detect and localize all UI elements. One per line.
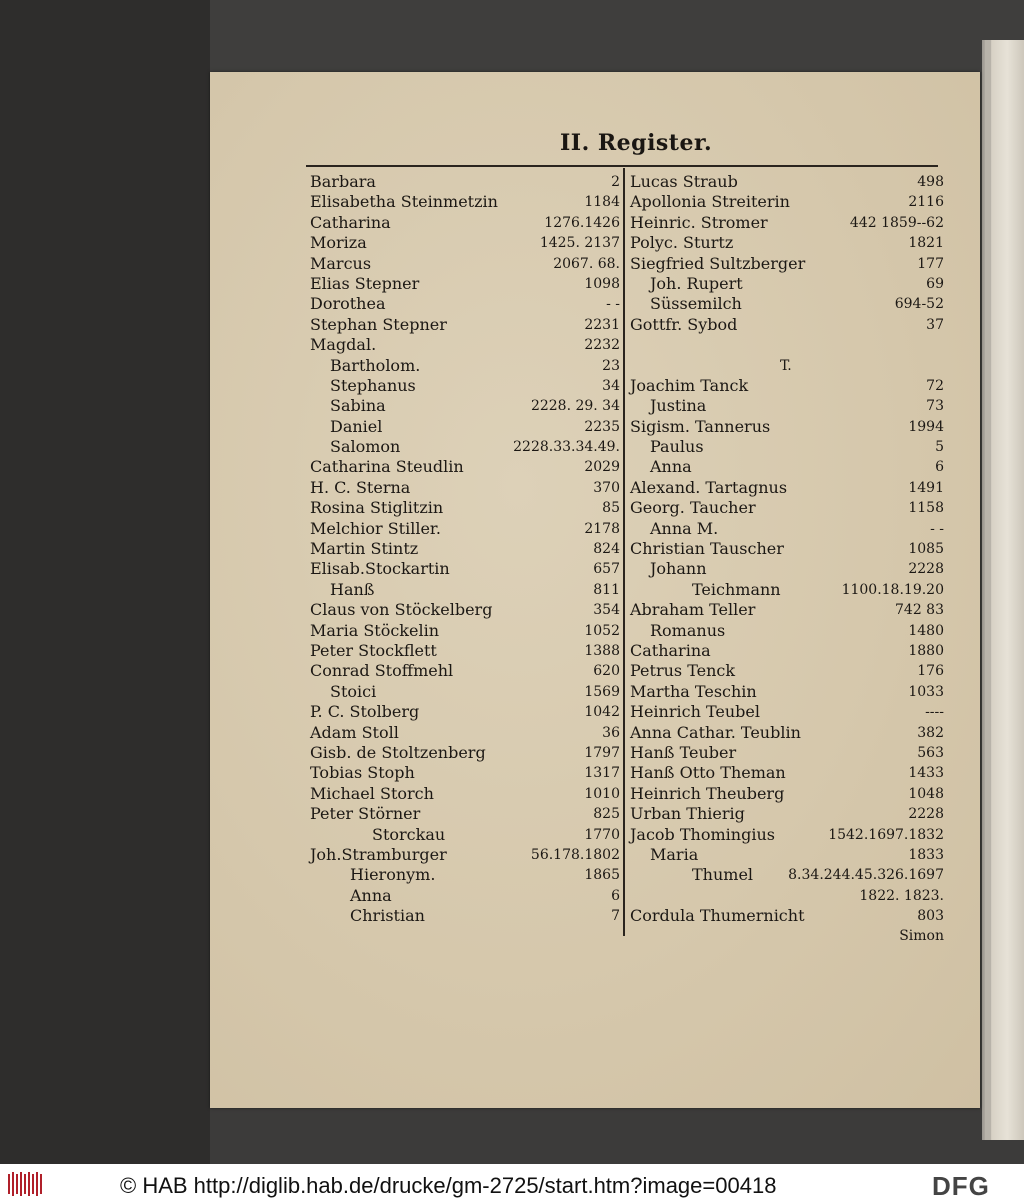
entry-name: Marcus: [310, 253, 372, 273]
entry-pages: 1042: [584, 704, 620, 721]
entry-pages: 1797: [584, 744, 620, 761]
index-entry: [310, 274, 622, 294]
entry-pages: 1052: [584, 622, 620, 639]
entry-name: Joh.Stramburger: [310, 844, 447, 864]
page-title: II. Register.: [560, 130, 713, 156]
index-entry: [630, 437, 946, 457]
entry-pages: 69: [926, 275, 944, 292]
index-entry: [630, 417, 946, 437]
index-entry: [630, 682, 946, 702]
entry-pages: 382: [917, 724, 944, 741]
index-entry: [310, 498, 622, 518]
entry-pages: 2228.33.34.49.: [513, 439, 620, 456]
entry-pages: 36: [602, 724, 620, 741]
index-entry: [630, 865, 946, 885]
column-divider: [623, 168, 625, 936]
entry-pages: - -: [606, 296, 620, 313]
top-background: [210, 0, 1024, 72]
entry-pages: 1880: [908, 642, 944, 659]
index-entry: [630, 723, 946, 743]
entry-pages: 354: [593, 602, 620, 619]
entry-pages: 23: [602, 357, 620, 374]
entry-name: Petrus Tenck: [630, 661, 736, 681]
entry-name: Peter Störner: [310, 804, 421, 824]
entry-pages: 1542.1697.1832: [828, 826, 944, 843]
index-entry: [310, 457, 622, 477]
footer-copyright-link[interactable]: © HAB http://diglib.hab.de/drucke/gm-2725/start.htm?image=00418: [120, 1173, 777, 1198]
entry-pages: 1865: [584, 867, 620, 884]
entry-pages: 1388: [584, 642, 620, 659]
index-entry: [630, 478, 946, 498]
entry-name: P. C. Stolberg: [310, 702, 420, 722]
entry-pages: 442 1859--62: [849, 214, 944, 231]
index-entry: [630, 233, 946, 253]
entry-pages: - -: [930, 520, 944, 537]
index-entry: [310, 886, 622, 906]
index-entry: [630, 804, 946, 824]
index-entry: [310, 356, 622, 376]
entry-name: Heinric. Stromer: [630, 212, 768, 232]
entry-name: Maria: [650, 844, 699, 864]
index-entry: [630, 600, 946, 620]
adjacent-page-edge: [982, 40, 1024, 1140]
index-entry: [310, 600, 622, 620]
entry-name: Christian: [350, 906, 425, 926]
index-entry: [630, 376, 946, 396]
entry-pages: 811: [593, 581, 620, 598]
index-entry: [310, 172, 622, 192]
index-entry: [630, 192, 946, 212]
index-entry: [310, 682, 622, 702]
entry-pages: 2067. 68.: [553, 255, 620, 272]
entry-pages: 1276.1426: [544, 214, 620, 231]
index-entry: [310, 723, 622, 743]
entry-name: H. C. Sterna: [310, 477, 411, 497]
entry-pages: 2232: [584, 337, 620, 354]
entry-name: Adam Stoll: [310, 722, 399, 742]
footer-bar: [0, 1164, 1024, 1204]
entry-pages: 6: [935, 459, 944, 476]
entry-name: Elias Stepner: [310, 273, 420, 293]
entry-pages: 1569: [584, 683, 620, 700]
entry-pages: 5: [935, 439, 944, 456]
entry-name: Rosina Stiglitzin: [310, 498, 444, 518]
entry-name: Apollonia Streiterin: [630, 192, 790, 212]
entry-name: Moriza: [310, 233, 367, 253]
index-entry: [630, 294, 946, 314]
entry-name: Melchior Stiller.: [310, 518, 441, 538]
entry-pages: 498: [917, 174, 944, 190]
entry-name: Dorothea: [310, 294, 386, 314]
index-entry: [310, 559, 622, 579]
entry-name: Stephanus: [330, 375, 416, 395]
entry-name: Peter Stockflett: [310, 640, 437, 660]
entry-pages: 73: [926, 398, 944, 415]
entry-name: Urban Thierig: [630, 804, 745, 824]
entry-name: Alexand. Tartagnus: [630, 477, 788, 497]
index-entry: [310, 519, 622, 539]
index-entry: [630, 254, 946, 274]
entry-pages: 2029: [584, 459, 620, 476]
index-entry: [310, 437, 622, 457]
entry-pages: Simon: [899, 928, 944, 945]
entry-name: Gottfr. Sybod: [630, 314, 738, 334]
entry-pages: 694-52: [894, 296, 944, 313]
entry-pages: 34: [602, 377, 620, 394]
index-entry: [630, 906, 946, 926]
index-entry: [630, 926, 946, 946]
entry-name: Maria Stöckelin: [310, 620, 439, 640]
index-entry: [630, 825, 946, 845]
entry-name: Bartholom.: [330, 355, 421, 375]
entry-pages: 1100.18.19.20: [841, 581, 944, 598]
index-entry: [630, 457, 946, 477]
book-page: [210, 72, 980, 1108]
entry-name: Hanß: [330, 579, 375, 599]
entry-name: Martha Teschin: [630, 681, 757, 701]
index-entry: [310, 906, 622, 926]
entry-name: Magdal.: [310, 335, 377, 355]
index-entry: [630, 580, 946, 600]
entry-name: T.: [780, 357, 792, 374]
index-entry: [310, 743, 622, 763]
entry-pages: 2178: [584, 520, 620, 537]
entry-pages: 1033: [908, 683, 944, 700]
entry-pages: 2228. 29. 34: [530, 398, 620, 415]
entry-name: Heinrich Teubel: [630, 702, 760, 722]
entry-name: Salomon: [330, 437, 401, 457]
index-entry: [630, 335, 946, 355]
entry-pages: 6: [611, 887, 620, 904]
entry-pages: 56.178.1802: [530, 846, 620, 863]
entry-pages: 1770: [584, 826, 620, 843]
index-entry: [630, 519, 946, 539]
entry-name: Justina: [650, 396, 707, 416]
entry-name: Abraham Teller: [630, 600, 756, 620]
index-entry: [310, 539, 622, 559]
index-entry: [630, 621, 946, 641]
entry-name: Anna Cathar. Teublin: [630, 722, 801, 742]
entry-name: Tobias Stoph: [310, 763, 415, 783]
index-entry: [630, 845, 946, 865]
entry-name: Paulus: [650, 437, 704, 457]
entry-pages: 1184: [584, 194, 620, 211]
index-entry: [310, 478, 622, 498]
entry-pages: 1098: [584, 275, 620, 292]
index-entry: [630, 396, 946, 416]
index-entry: [630, 743, 946, 763]
hab-logo-icon: [6, 1170, 46, 1198]
left-background: [0, 0, 210, 1164]
entry-pages: 1048: [908, 785, 944, 802]
entry-name: Catharina Steudlin: [310, 457, 464, 477]
entry-name: Siegfried Sultzberger: [630, 253, 806, 273]
entry-name: Elisabetha Steinmetzin: [310, 192, 498, 212]
index-entry: [310, 825, 622, 845]
entry-pages: 176: [917, 663, 944, 680]
entry-pages: 2: [611, 174, 620, 190]
entry-name: Johann: [650, 559, 707, 579]
index-entry: [310, 702, 622, 722]
header-rule: [306, 165, 938, 167]
entry-pages: 85: [602, 500, 620, 517]
right-index-column: [630, 172, 946, 947]
index-entry: [310, 417, 622, 437]
index-entry: [630, 172, 946, 192]
entry-name: Hanß Teuber: [630, 742, 737, 762]
entry-name: Michael Storch: [310, 783, 434, 803]
entry-pages: 563: [917, 744, 944, 761]
index-entry: [310, 804, 622, 824]
entry-pages: 657: [593, 561, 620, 578]
entry-pages: 1085: [908, 541, 944, 558]
index-entry: [310, 845, 622, 865]
index-entry: [310, 294, 622, 314]
entry-name: Barbara: [310, 172, 376, 191]
entry-pages: 2228: [908, 806, 944, 823]
entry-name: Stephan Stepner: [310, 314, 447, 334]
index-entry: [630, 784, 946, 804]
index-entry: [630, 763, 946, 783]
entry-pages: 1158: [908, 500, 944, 517]
entry-name: Sabina: [330, 396, 386, 416]
entry-pages: ----: [925, 704, 944, 721]
entry-pages: 1317: [584, 765, 620, 782]
index-entry: [310, 865, 622, 885]
index-entry: [630, 641, 946, 661]
entry-pages: 1433: [908, 765, 944, 782]
entry-pages: 1425. 2137: [539, 235, 620, 252]
entry-pages: 1480: [908, 622, 944, 639]
entry-name: Storckau: [372, 824, 446, 844]
entry-pages: 803: [917, 908, 944, 925]
index-entry: [630, 315, 946, 335]
index-entry: [310, 396, 622, 416]
entry-name: Polyc. Sturtz: [630, 233, 734, 253]
entry-name: Cordula Thumernicht: [630, 906, 805, 926]
entry-name: Catharina: [310, 212, 391, 232]
left-index-column: [310, 172, 622, 926]
index-entry: [310, 580, 622, 600]
entry-pages: 1833: [908, 846, 944, 863]
index-entry: [630, 886, 946, 906]
entry-name: Georg. Taucher: [630, 498, 756, 518]
entry-name: Conrad Stoffmehl: [310, 661, 454, 681]
entry-pages: 1010: [584, 785, 620, 802]
entry-name: Stoici: [330, 681, 377, 701]
entry-name: Catharina: [630, 640, 711, 660]
index-entry: [310, 784, 622, 804]
entry-pages: 1491: [908, 479, 944, 496]
index-entry: [310, 621, 622, 641]
entry-pages: 2116: [908, 194, 944, 211]
index-entry: [310, 763, 622, 783]
entry-name: Daniel: [330, 416, 383, 436]
index-entry: [630, 213, 946, 233]
index-entry: [310, 233, 622, 253]
entry-name: Thumel: [692, 865, 754, 885]
entry-name: Christian Tauscher: [630, 539, 784, 559]
entry-name: Anna: [650, 457, 692, 477]
entry-pages: 620: [593, 663, 620, 680]
entry-name: Joh. Rupert: [650, 273, 743, 293]
index-entry: [630, 559, 946, 579]
entry-pages: 370: [593, 479, 620, 496]
entry-name: Lucas Straub: [630, 172, 738, 191]
dfg-logo: DFG: [932, 1171, 990, 1201]
entry-name: Elisab.Stockartin: [310, 559, 450, 579]
entry-pages: 825: [593, 806, 620, 823]
index-entry: [310, 376, 622, 396]
section-letter: [630, 356, 946, 376]
entry-pages: 2235: [584, 418, 620, 435]
entry-name: Teichmann: [692, 579, 781, 599]
entry-name: Hieronym.: [350, 865, 436, 885]
entry-pages: 1822. 1823.: [859, 887, 944, 904]
entry-pages: 72: [926, 377, 944, 394]
entry-name: Romanus: [650, 620, 726, 640]
entry-pages: 1994: [908, 418, 944, 435]
entry-pages: 7: [611, 908, 620, 925]
entry-pages: 8.34.244.45.326.1697: [788, 867, 944, 884]
index-entry: [310, 254, 622, 274]
index-entry: [630, 702, 946, 722]
entry-name: Anna M.: [650, 518, 719, 538]
entry-pages: 742 83: [895, 602, 944, 619]
entry-name: Claus von Stöckelberg: [310, 600, 493, 620]
index-entry: [630, 539, 946, 559]
index-entry: [630, 274, 946, 294]
entry-name: Joachim Tanck: [630, 375, 749, 395]
entry-name: Jacob Thomingius: [630, 824, 775, 844]
entry-pages: 2228: [908, 561, 944, 578]
index-entry: [310, 661, 622, 681]
index-entry: [630, 661, 946, 681]
index-entry: [310, 213, 622, 233]
entry-name: Martin Stintz: [310, 539, 419, 559]
entry-pages: 37: [926, 316, 944, 333]
entry-name: Heinrich Theuberg: [630, 783, 785, 803]
index-entry: [310, 192, 622, 212]
index-entry: [310, 335, 622, 355]
entry-pages: 824: [593, 541, 620, 558]
entry-pages: 177: [917, 255, 944, 272]
index-entry: [310, 641, 622, 661]
index-entry: [630, 498, 946, 518]
entry-pages: 1821: [908, 235, 944, 252]
entry-name: Sigism. Tannerus: [630, 416, 771, 436]
entry-name: Anna: [350, 885, 392, 905]
entry-name: Hanß Otto Theman: [630, 763, 786, 783]
entry-pages: 2231: [584, 316, 620, 333]
index-entry: [310, 315, 622, 335]
entry-name: Süssemilch: [650, 294, 742, 314]
entry-name: Gisb. de Stoltzenberg: [310, 742, 486, 762]
